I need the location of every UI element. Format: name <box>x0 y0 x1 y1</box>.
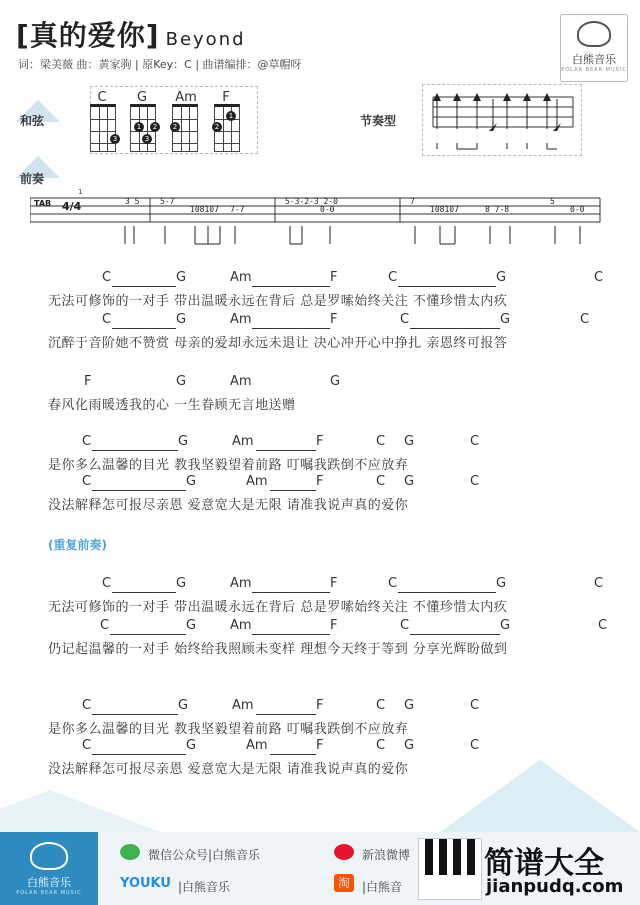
chord-label: C <box>102 270 112 285</box>
chord-label: G <box>176 270 187 285</box>
bear-icon <box>577 21 611 47</box>
chord-label: Am <box>230 312 252 327</box>
chord-label: F <box>330 618 338 633</box>
rhythm-diagram <box>423 85 581 155</box>
chord-underline <box>92 754 186 755</box>
chord-label: G <box>330 374 341 389</box>
chord-label: C <box>594 270 604 285</box>
chord-label: G <box>500 618 511 633</box>
footer-logo-name: 白熊音乐 <box>27 876 71 889</box>
chord-name-c: C <box>97 90 107 105</box>
footer-logo <box>0 832 98 905</box>
chord-label: F <box>330 312 338 327</box>
lyric-line: 是你多么温馨的目光 教我坚毅望着前路 叮嘱我跌倒不应放弃 <box>48 722 409 737</box>
chord-label: G <box>404 738 415 753</box>
chord-label: C <box>82 434 92 449</box>
chord-label: G <box>496 576 507 591</box>
chord-underline <box>252 634 330 635</box>
chord-label: Am <box>230 374 252 389</box>
chord-label: G <box>404 434 415 449</box>
chord-underline <box>92 450 178 451</box>
intro-tab <box>30 190 610 254</box>
chord-label: Am <box>232 698 254 713</box>
chord-label: G <box>186 738 197 753</box>
wechat-account[interactable]: 微信公众号|白熊音乐 <box>148 848 261 862</box>
taobao-account[interactable]: |白熊音 <box>362 880 403 894</box>
chord-underline <box>110 634 186 635</box>
chord-label: G <box>178 698 189 713</box>
chord-underline <box>410 634 500 635</box>
piano-icon <box>418 838 482 900</box>
song-title: [真的爱你] Beyond <box>16 19 246 52</box>
chord-label: C <box>598 618 608 633</box>
youku-account[interactable]: |白熊音乐 <box>178 880 231 894</box>
chord-underline <box>410 328 500 329</box>
chord-underline <box>256 714 316 715</box>
chord-label: C <box>376 434 386 449</box>
chord-underline <box>92 490 186 491</box>
chord-underline <box>270 490 316 491</box>
chord-label: F <box>316 434 324 449</box>
weibo-account[interactable]: 新浪微博 <box>362 848 411 862</box>
tab-clef: TAB <box>34 199 52 208</box>
chord-underline <box>252 592 330 593</box>
intro-label: 前奏 <box>20 172 45 186</box>
repeat-intro-label: (重复前奏) <box>48 538 107 552</box>
site-brand: 简谱大全 <box>484 846 604 881</box>
lyric-line: 没法解释怎可报尽亲恩 爱意宽大是无限 请准我说声真的爱你 <box>48 762 409 777</box>
svg-text:7: 7 <box>410 197 415 206</box>
chord-label: C <box>580 312 590 327</box>
song-meta: 词：梁美薇 曲：黄家驹 | 原Key：C | 曲谱编排：@草帽呀 <box>18 58 302 71</box>
svg-text:108107: 108107 <box>190 205 219 214</box>
chord-label: C <box>376 738 386 753</box>
chord-diagram-am: 2 <box>172 104 198 152</box>
chord-underline <box>112 286 176 287</box>
chord-label: C <box>470 474 480 489</box>
time-signature: 4/4 <box>62 200 82 213</box>
chord-name-f: F <box>222 90 230 105</box>
chord-label: C <box>100 618 110 633</box>
chord-label: C <box>470 698 480 713</box>
chord-label: G <box>186 474 197 489</box>
chord-label: F <box>330 270 338 285</box>
chord-label: C <box>400 312 410 327</box>
chord-label: Am <box>230 576 252 591</box>
chord-underline <box>256 450 316 451</box>
lyric-line: 无法可修饰的一对手 带出温暖永远在背后 总是罗嗦始终关注 不懂珍惜太内疚 <box>48 600 508 615</box>
chord-label: G <box>404 474 415 489</box>
svg-text:7-7: 7-7 <box>230 205 245 214</box>
wechat-icon <box>120 844 140 860</box>
chord-underline <box>112 592 176 593</box>
chord-underline <box>92 714 178 715</box>
chord-label: Am <box>230 270 252 285</box>
rhythm-label: 节奏型 <box>360 114 397 128</box>
chord-label: C <box>388 270 398 285</box>
chord-label: C <box>388 576 398 591</box>
chord-label: F <box>316 698 324 713</box>
weibo-icon <box>334 844 354 860</box>
chord-label: Am <box>246 474 268 489</box>
chord-underline <box>112 328 176 329</box>
chord-label: C <box>82 738 92 753</box>
svg-text:8 7-8: 8 7-8 <box>485 205 510 214</box>
measure-number: 1 <box>78 188 83 196</box>
lyric-line: 春风化雨暖透我的心 一生眷顾无言地送赠 <box>48 398 296 413</box>
chord-label: Am <box>246 738 268 753</box>
chords-label: 和弦 <box>20 114 45 128</box>
chord-label: G <box>404 698 415 713</box>
chord-label: F <box>316 738 324 753</box>
footer-logo-en: POLAR BEAR MUSIC <box>16 890 82 896</box>
svg-text:5: 5 <box>550 197 555 206</box>
chord-label: G <box>500 312 511 327</box>
lyric-line: 仍记起温馨的一对手 始终给我照顾未变样 理想今天终于等到 分享光辉盼做到 <box>48 642 508 657</box>
chord-label: G <box>186 618 197 633</box>
chord-name-g: G <box>136 90 148 105</box>
chord-label: C <box>102 576 112 591</box>
chord-diagram-g: 1 2 3 <box>130 104 156 152</box>
chord-underline <box>252 328 330 329</box>
chord-label: G <box>176 374 187 389</box>
chord-underline <box>252 286 330 287</box>
svg-text:5-7: 5-7 <box>160 197 175 206</box>
chord-label: G <box>496 270 507 285</box>
chord-diagram-c: 3 <box>90 104 116 152</box>
youku-logo: YOUKU <box>120 876 171 891</box>
logo-en: POLAR BEAR MUSIC <box>561 67 627 73</box>
mountain-decoration <box>440 760 640 832</box>
chord-label: G <box>176 312 187 327</box>
taobao-icon: 淘 <box>334 874 354 892</box>
chord-label: C <box>376 474 386 489</box>
chord-label: Am <box>232 434 254 449</box>
chord-label: C <box>82 474 92 489</box>
svg-text:3 5: 3 5 <box>125 197 140 206</box>
svg-text:0-0: 0-0 <box>320 205 335 214</box>
chord-label: C <box>82 698 92 713</box>
chord-label: G <box>178 434 189 449</box>
svg-text:5-3-2-3 2-0: 5-3-2-3 2-0 <box>285 197 338 206</box>
site-url[interactable]: jianpudq.com <box>486 876 624 897</box>
bear-icon <box>30 842 68 870</box>
svg-text:0-0: 0-0 <box>570 205 585 214</box>
chord-diagram-f: 1 2 <box>214 104 240 152</box>
lyric-line: 沉醉于音阶她不赞赏 母亲的爱却永远未退让 决心冲开心中挣扎 亲恩终可报答 <box>48 336 508 351</box>
chord-label: F <box>316 474 324 489</box>
chord-underline <box>398 286 496 287</box>
lyric-line: 是你多么温馨的目光 教我坚毅望着前路 叮嘱我跌倒不应放弃 <box>48 458 409 473</box>
chord-name-am: Am <box>175 90 197 105</box>
chord-label: C <box>400 618 410 633</box>
logo-name: 白熊音乐 <box>572 53 616 66</box>
chord-label: F <box>330 576 338 591</box>
rhythm-pattern <box>422 84 582 156</box>
tab-staff <box>30 190 610 250</box>
chord-label: C <box>470 434 480 449</box>
brand-logo <box>560 14 628 82</box>
chord-label: C <box>102 312 112 327</box>
mountain-decoration <box>0 790 160 832</box>
chord-label: F <box>84 374 92 389</box>
chord-underline <box>270 754 316 755</box>
artist-name: Beyond <box>165 29 246 50</box>
lyric-line: 无法可修饰的一对手 带出温暖永远在背后 总是罗嗦始终关注 不懂珍惜太内疚 <box>48 294 508 309</box>
chord-label: G <box>176 576 187 591</box>
chord-underline <box>398 592 496 593</box>
chord-label: C <box>470 738 480 753</box>
chord-label: C <box>594 576 604 591</box>
chord-label: C <box>376 698 386 713</box>
lyric-line: 没法解释怎可报尽亲恩 爱意宽大是无限 请准我说声真的爱你 <box>48 498 409 513</box>
chord-label: Am <box>230 618 252 633</box>
svg-text:108107: 108107 <box>430 205 459 214</box>
